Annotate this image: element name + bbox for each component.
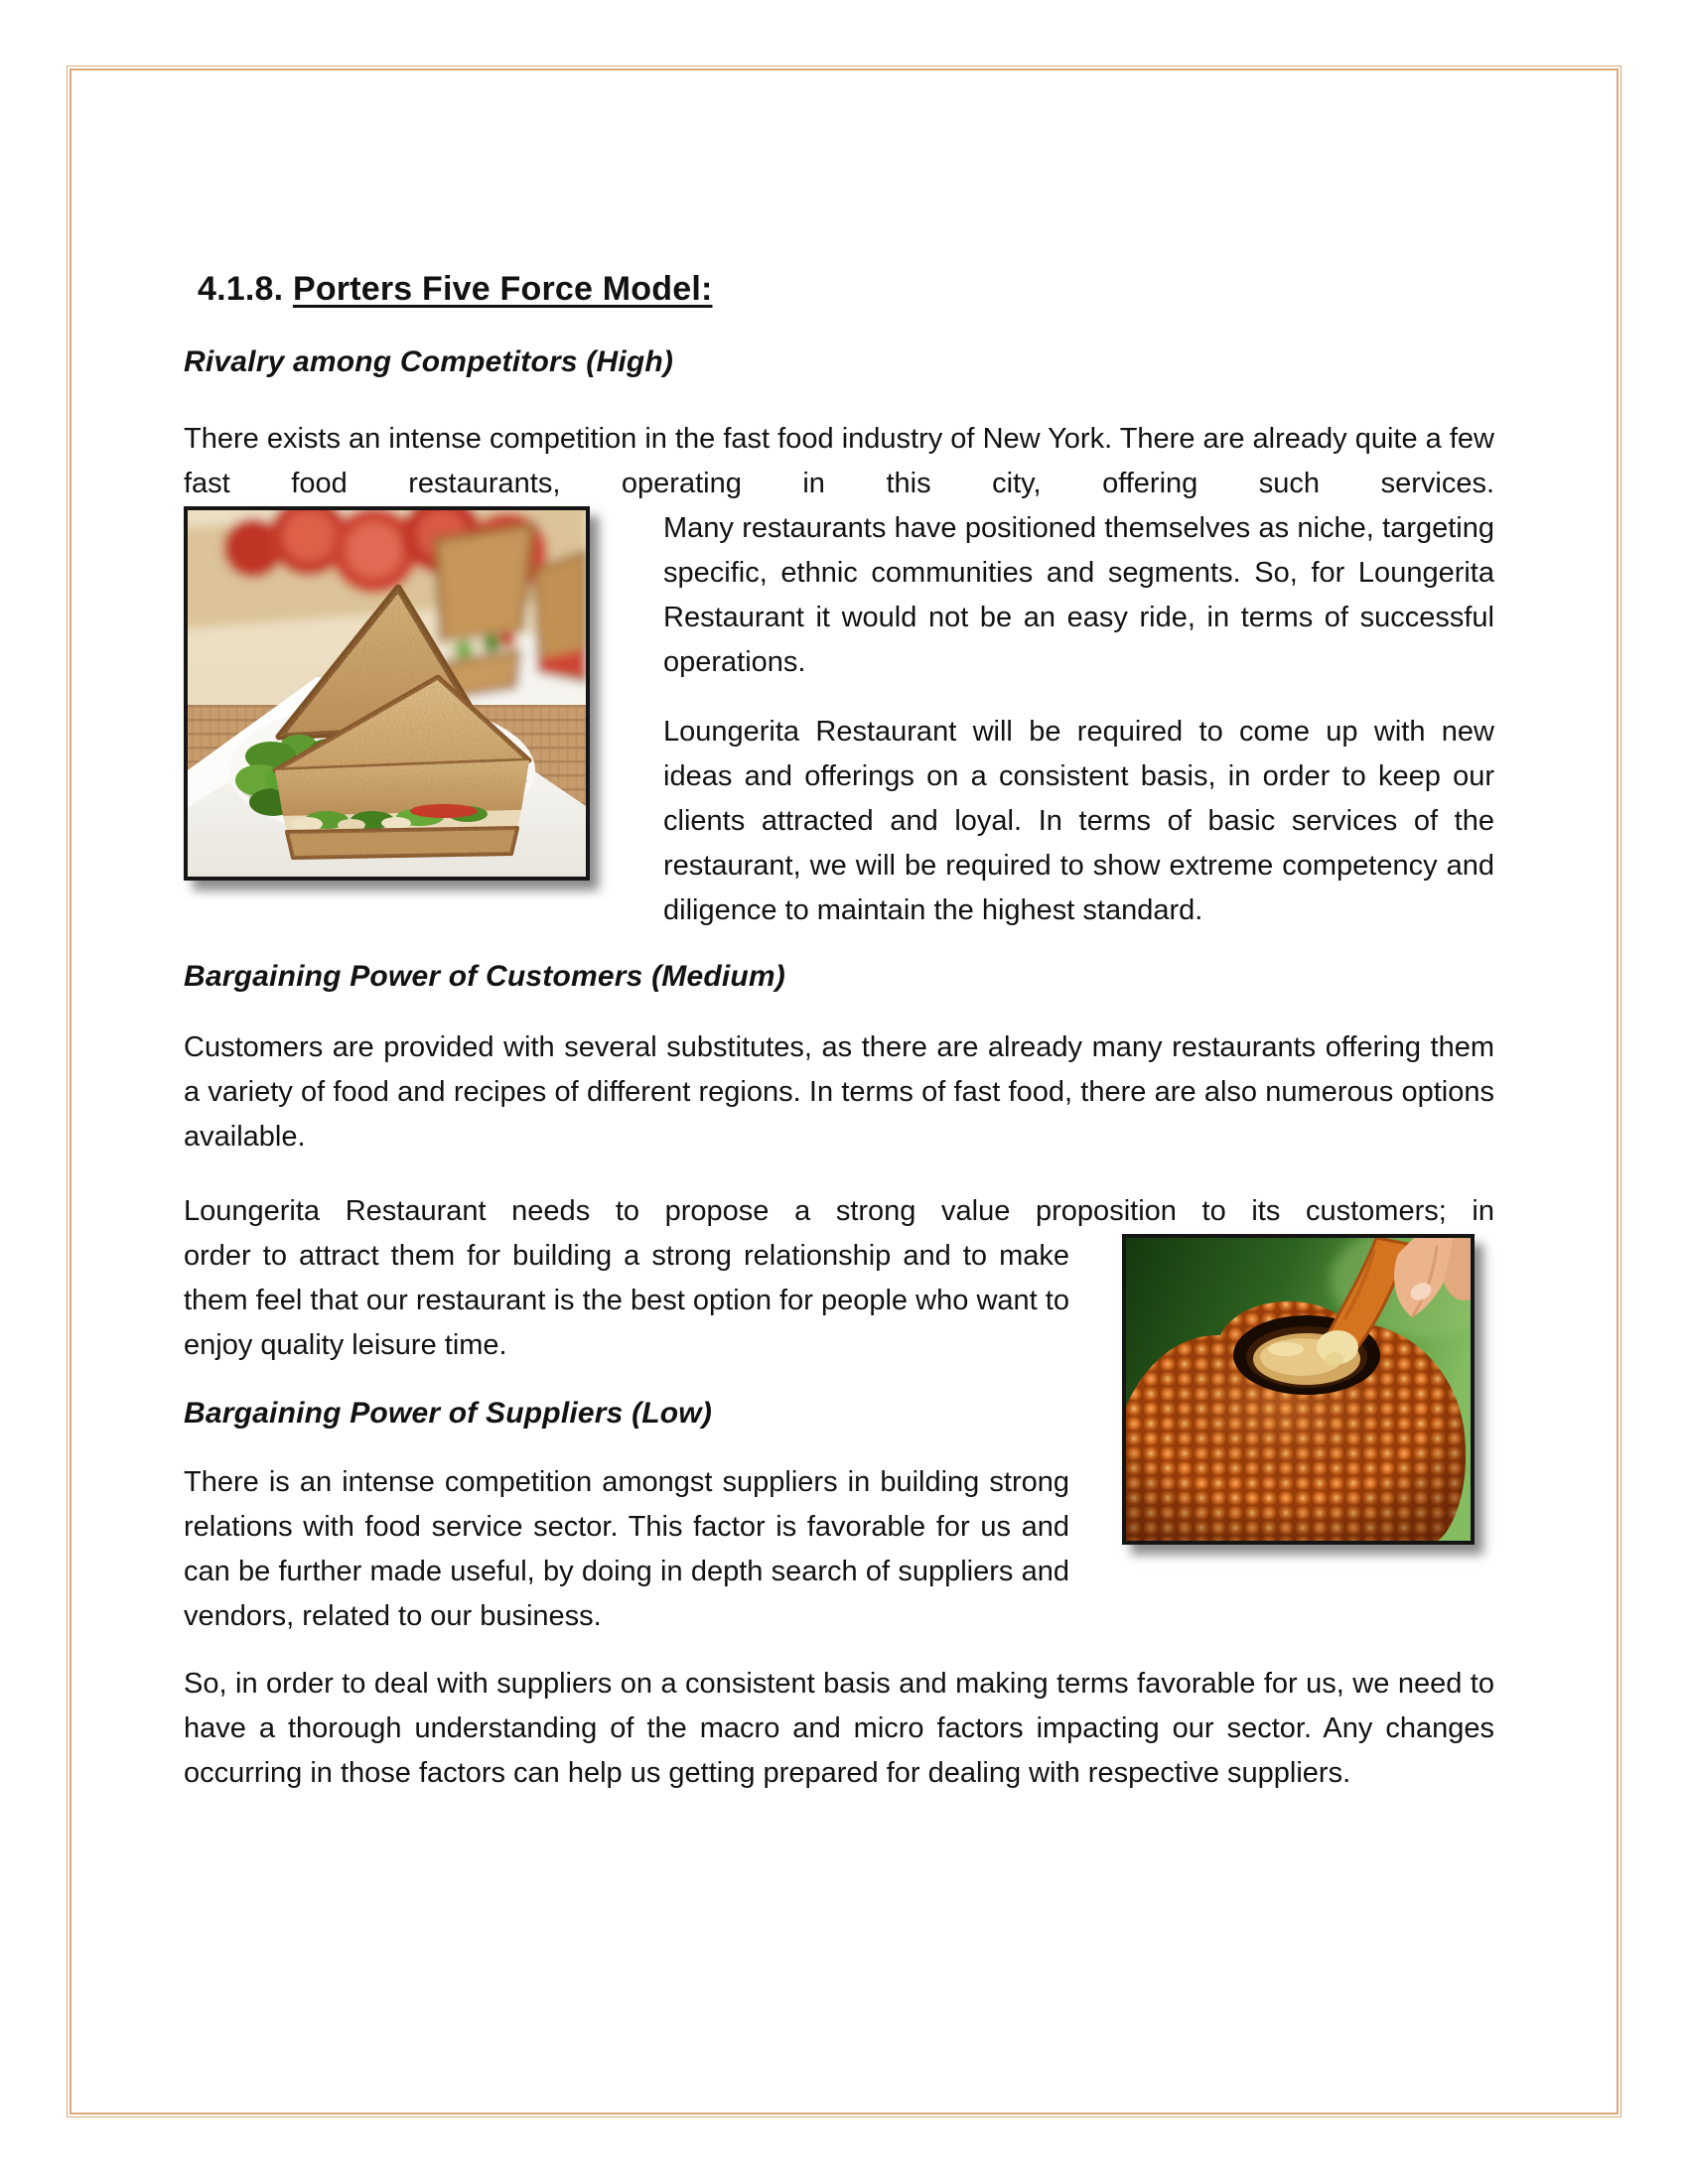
paragraph-rivalry-wrap: Many restaurants have positioned themselves as niche, targeting specific, ethnic communities and segments. So, for Loungerita Restaurant it would not be an easy ride, in terms of successful operations. bbox=[663, 512, 1494, 678]
subheading-rivalry: Rivalry among Competitors (High) bbox=[184, 345, 674, 378]
section-heading bbox=[198, 269, 1494, 309]
paragraph-suppliers-first: There is an intense competition amongst suppliers in building strong relations with food service sector. This factor is favorable for us and can be further made useful, by doing in depth search of suppliers and vendors, related to our business. bbox=[184, 1466, 1069, 1632]
suppliers-wrap-row bbox=[184, 1234, 1494, 1639]
paragraph-rivalry-second: Loungerita Restaurant will be required to come up with new ideas and offerings on a consistent basis, in order to keep our clients attracted and loyal. In terms of basic services of the restaurant, we will be required to show extreme competency and diligence to maintain the highest standard. bbox=[663, 716, 1494, 926]
club-sandwich-photo bbox=[184, 506, 590, 881]
subheading-customers: Bargaining Power of Customers (Medium) bbox=[184, 960, 785, 993]
rivalry-wrap-row bbox=[184, 506, 1494, 933]
section-number: 4.1.8. bbox=[198, 270, 284, 308]
paragraph-rivalry-intro: There exists an intense competition in the fast food industry of New York. There are already quite a few fast food restaurants, operating in this city, offering such services. bbox=[184, 423, 1494, 499]
paragraph-customers-first: Customers are provided with several substitutes, as there are already many restaurants offering them a variety of food and recipes of different regions. In terms of fast food, there are also numerous options available. bbox=[184, 1031, 1494, 1153]
sandwich-figure-column bbox=[184, 506, 663, 933]
rivalry-wrapped-text-column bbox=[663, 506, 1494, 933]
paragraph-customers-second-line1: Loungerita Restaurant needs to propose a strong value proposition to its customers; in bbox=[184, 1195, 1494, 1227]
blooming-onion-dip-photo bbox=[1122, 1234, 1475, 1545]
onion-figure-column bbox=[1122, 1234, 1475, 1639]
paragraph-customers-second-rest: order to attract them for building a strong relationship and to make them feel that our restaurant is the best option for people who want to enjoy quality leisure time. bbox=[184, 1240, 1069, 1361]
section-title: Porters Five Force Model: bbox=[292, 270, 713, 308]
subheading-suppliers: Bargaining Power of Suppliers (Low) bbox=[184, 1397, 713, 1430]
document-content bbox=[184, 0, 1494, 1796]
suppliers-wrapped-text-column bbox=[184, 1234, 1069, 1639]
paragraph-suppliers-second: So, in order to deal with suppliers on a consistent basis and making terms favorable for us, we need to have a thorough understanding of the macro and micro factors impacting our sector. Any changes occurring in those factors can help us getting prepared for dealing with respective suppliers. bbox=[184, 1668, 1494, 1789]
